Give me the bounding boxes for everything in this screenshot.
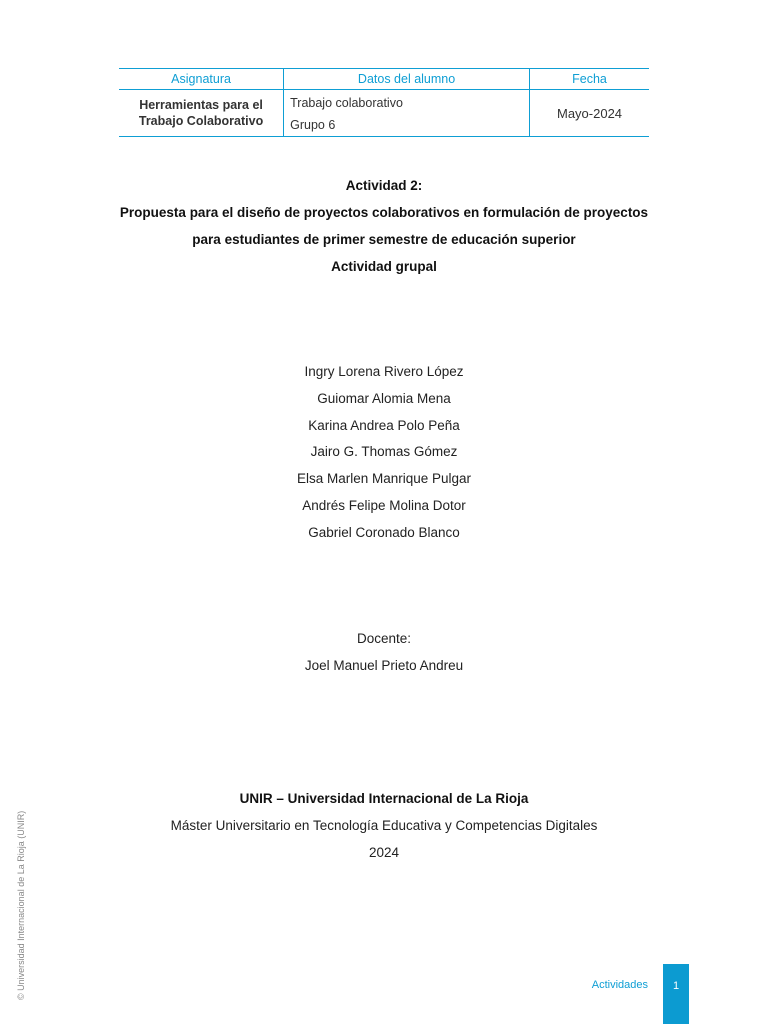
header-datos-alumno: Datos del alumno: [284, 69, 530, 90]
authors-list: [0, 359, 768, 547]
activity-number: Actividad 2:: [345, 178, 423, 193]
datos-line1: Trabajo colaborativo: [290, 96, 403, 110]
header-fecha: Fecha: [530, 69, 649, 90]
author-name: Gabriel Coronado Blanco: [308, 524, 460, 540]
institution-year: 2024: [368, 844, 400, 860]
author-name: Elsa Marlen Manrique Pulgar: [296, 471, 472, 487]
teacher-block: [0, 626, 768, 680]
author-name: Guiomar Alomia Mena: [317, 390, 451, 406]
program-name: Máster Universitario en Tecnología Educativa y Competencias Digitales: [170, 817, 598, 833]
header-table: [119, 68, 649, 137]
activity-title-line1: Propuesta para el diseño de proyectos colaborativos en formulación de proyectos: [119, 205, 649, 220]
activity-type: Actividad grupal: [331, 259, 437, 274]
page-number: 1: [663, 964, 689, 1024]
asignatura-cell: [119, 90, 284, 137]
author-name: Jairo G. Thomas Gómez: [310, 444, 458, 460]
header-row: [119, 69, 649, 90]
datos-cell: [284, 90, 530, 137]
institution-block: [0, 786, 768, 866]
author-name: Karina Andrea Polo Peña: [308, 417, 460, 433]
fecha-cell: Mayo-2024: [530, 90, 649, 137]
footer-section-label: Actividades: [591, 979, 648, 991]
datos-line2: Grupo 6: [290, 118, 336, 132]
teacher-label: Docente:: [356, 631, 412, 646]
teacher-name: Joel Manuel Prieto Andreu: [304, 657, 464, 673]
copyright-watermark: © Universidad Internacional de La Rioja (UNIR): [16, 810, 26, 1000]
title-block: [0, 172, 768, 280]
author-name: Ingry Lorena Rivero López: [304, 364, 464, 379]
activity-title-line2: para estudiantes de primer semestre de educación superior: [192, 232, 576, 247]
asignatura-line2: Trabajo Colaborativo: [138, 114, 264, 128]
header-asignatura: Asignatura: [119, 69, 284, 90]
header-values-row: [119, 90, 649, 137]
author-name: Andrés Felipe Molina Dotor: [302, 497, 466, 513]
asignatura-line1: Herramientas para el: [139, 98, 263, 112]
institution-name: UNIR – Universidad Internacional de La Rioja: [239, 791, 529, 806]
